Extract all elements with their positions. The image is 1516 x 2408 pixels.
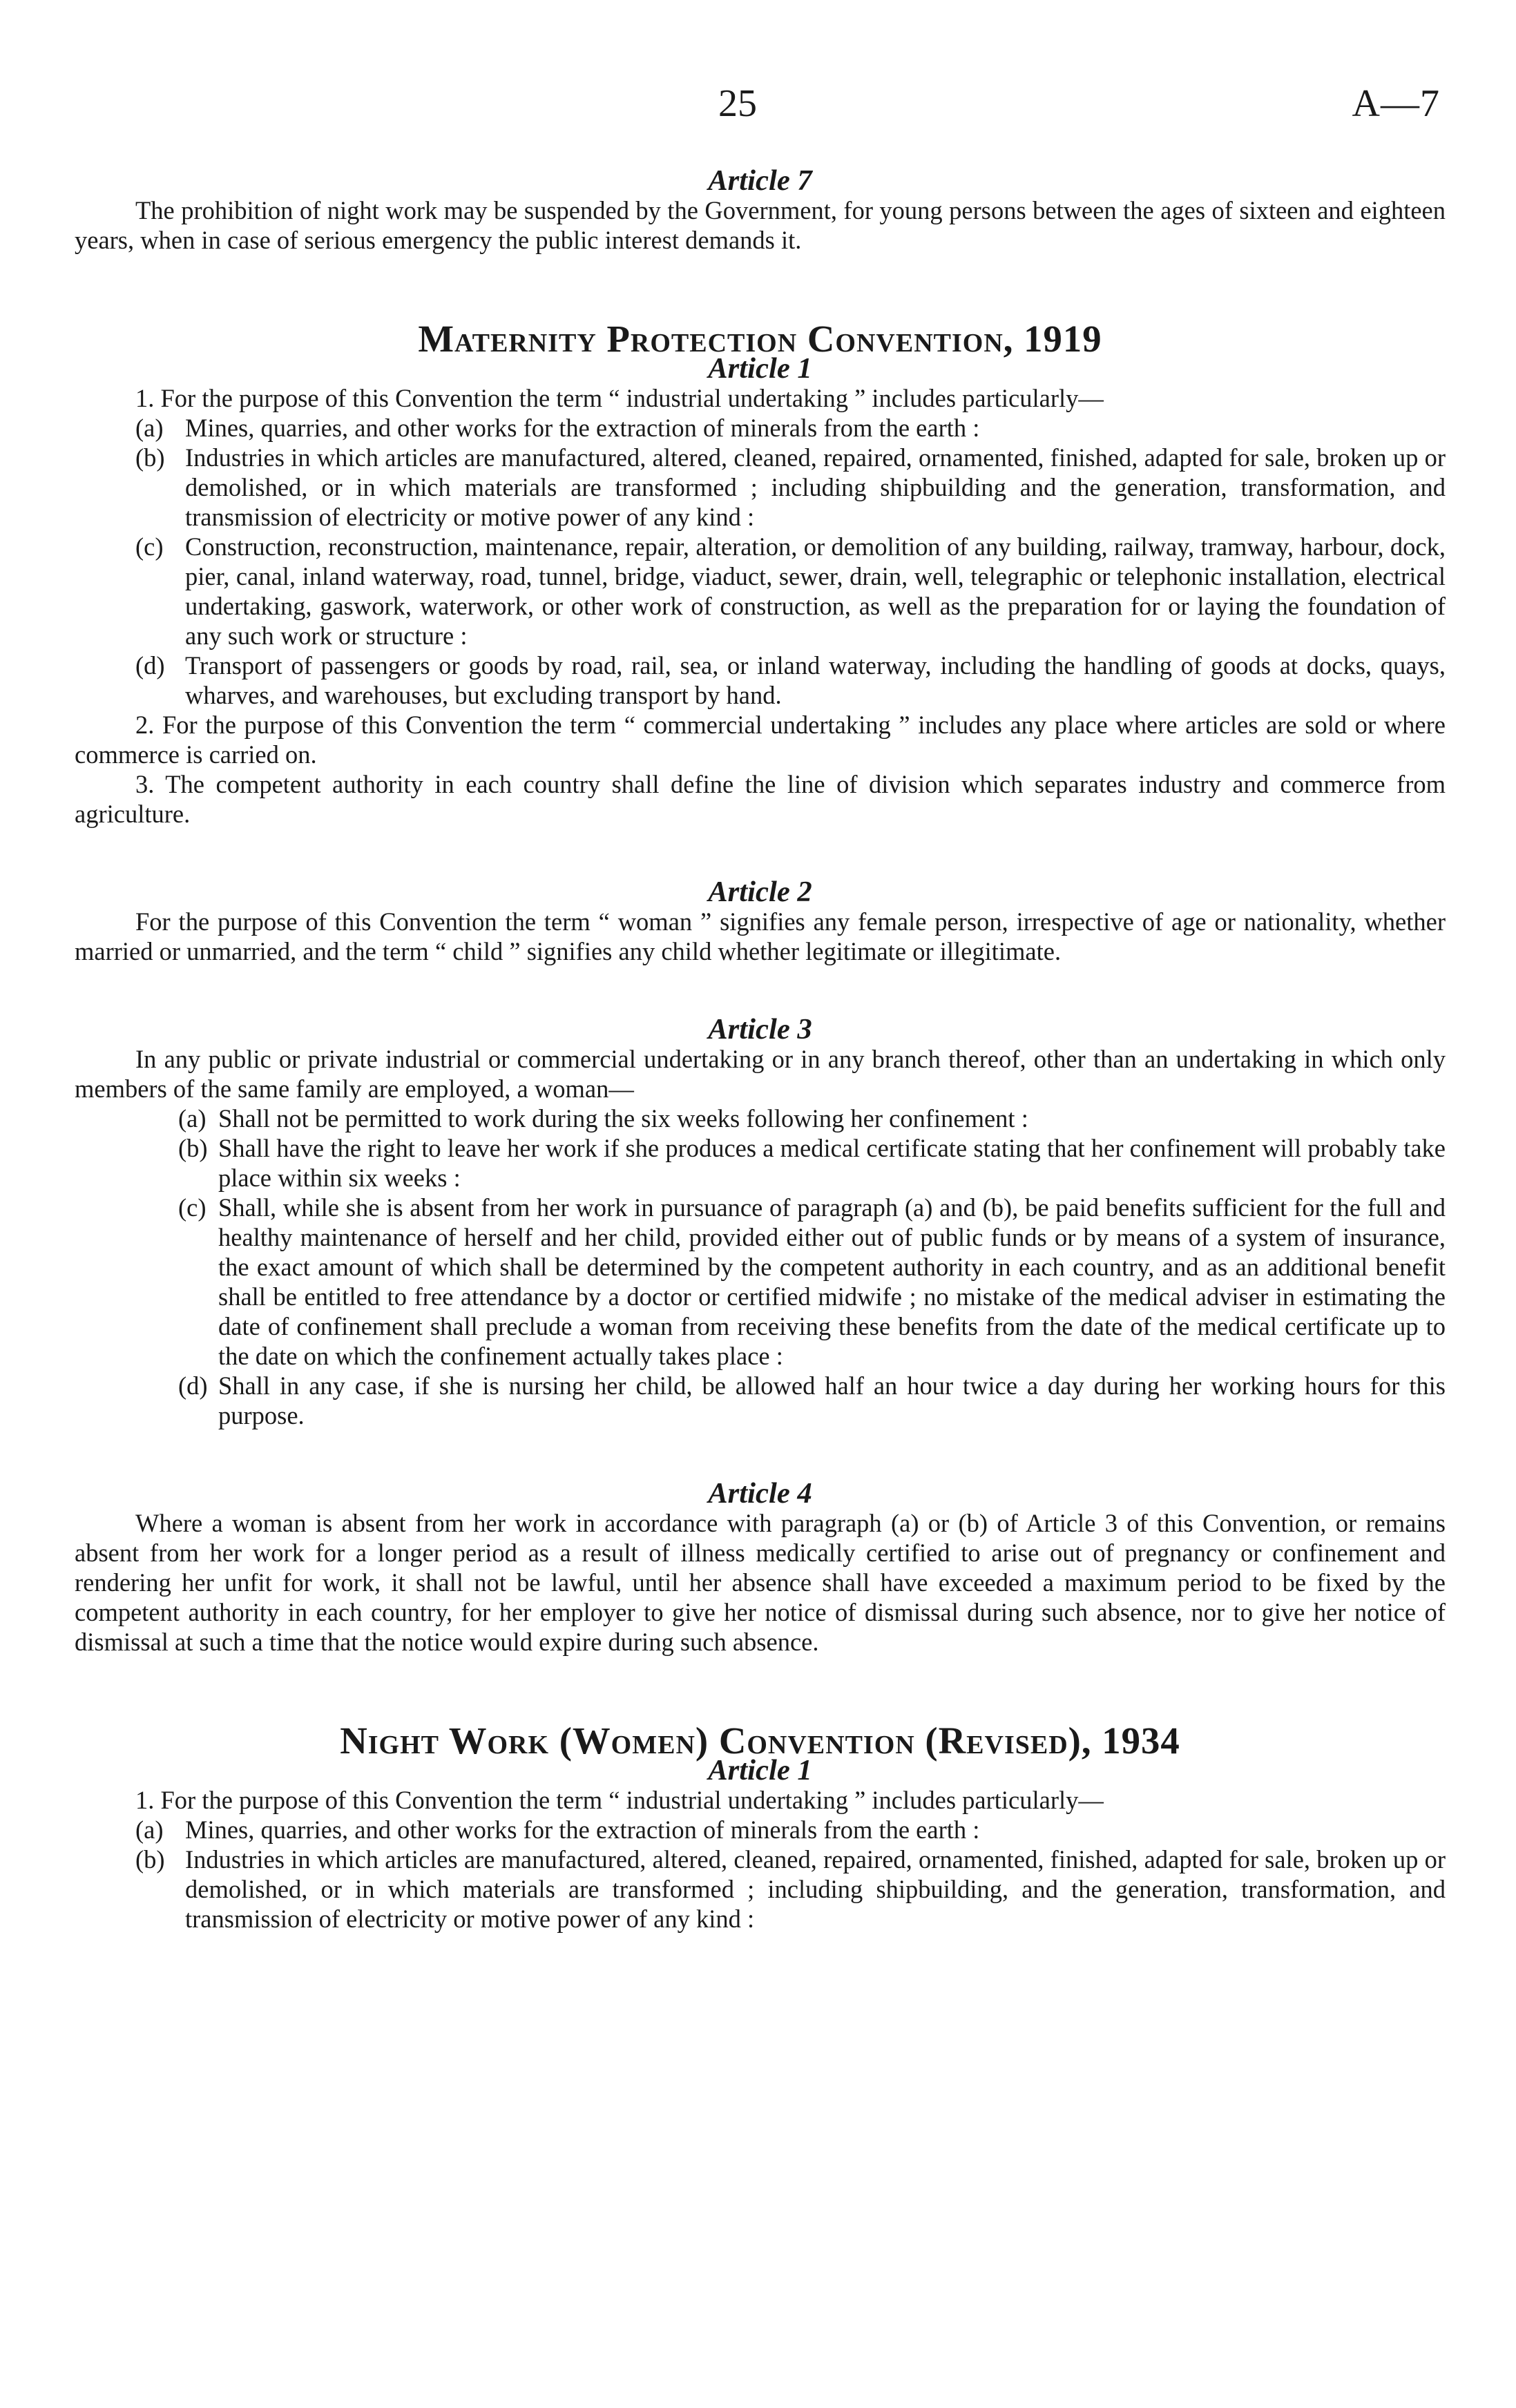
list-item: (b) Industries in which articles are manufactured, altered, cleaned, repaired, ornamented, finished, adapted for sale, broken up or demolished, or in which materials are transformed ; including shipbuilding, and the generation, transformation, and transmission of electricity or motive power of any kind : (135, 1845, 1446, 1933)
page-number: 25 (718, 82, 757, 125)
paragraph: 3. The competent authority in each country shall define the line of division which separates industry and commerce from agriculture. (75, 770, 1446, 828)
list-item: (a) Mines, quarries, and other works for the extraction of minerals from the earth : (135, 1815, 980, 1844)
article-heading: Article 1 (708, 1754, 812, 1786)
article-heading: Article 1 (708, 352, 812, 385)
convention-title: Maternity Protection Convention, 1919 (418, 318, 1102, 360)
paragraph: For the purpose of this Convention the term “ woman ” signifies any female person, irrespective of age or nationality, whether married or unmarried, and the term “ child ” signifies any child whether legitimate or illegitimate. (75, 907, 1446, 965)
list-item: (c) Construction, reconstruction, maintenance, repair, alteration, or demolition of any building, railway, tramway, harbour, dock, pier, canal, inland waterway, road, tunnel, bridge, viaduct, sewer, drain, well, telegraphic or telephonic installation, electrical undertaking, gaswork, waterwork, or other work of construction, as well as the preparation for or laying the foundation of any such work or structure : (135, 532, 1446, 650)
paragraph: Where a woman is absent from her work in accordance with paragraph (a) or (b) of Article 3 of this Convention, or remains absent from her work for a longer period as a result of illness medically certified to arise out of pregnancy or confinement and rendering her unfit for work, it shall not be lawful, until her absence shall have exceeded a maximum period to be fixed by the competent authority in each country, for her employer to give her notice of dismissal during such absence, nor to give her notice of dismissal at such a time that the notice would expire during such absence. (75, 1509, 1446, 1656)
list-item: (d) Transport of passengers or goods by road, rail, sea, or inland waterway, including the handling of goods at docks, quays, wharves, and warehouses, but excluding transport by hand. (135, 651, 1446, 709)
paragraph: 1. For the purpose of this Convention the term “ industrial undertaking ” includes particularly— (135, 384, 1104, 412)
list-item: (b) Shall have the right to leave her work if she produces a medical certificate stating that her confinement will probably take place within six weeks : (178, 1134, 1446, 1192)
list-item: (c) Shall, while she is absent from her work in pursuance of paragraph (a) and (b), be paid benefits sufficient for the full and healthy maintenance of herself and her child, provided either out of public funds or by means of a system of insurance, the exact amount of which shall be determined by the competent authority in each country, and as an additional benefit shall be entitled to free attendance by a doctor or certified midwife ; no mistake of the medical adviser in estimating the date of confinement shall preclude a woman from receiving these benefits from the date of the medical certificate up to the date on which the confinement actually takes place : (178, 1193, 1446, 1370)
page-header (0, 81, 1516, 137)
list-item: (b) Industries in which articles are manufactured, altered, cleaned, repaired, ornamented, finished, adapted for sale, broken up or demolished, or in which materials are transformed ; including shipbuilding and the generation, transformation, and transmission of electricity or motive power of any kind : (135, 443, 1446, 531)
list-item: (a) Shall not be permitted to work during the six weeks following her confinement : (178, 1104, 1028, 1133)
article-heading: Article 7 (708, 164, 812, 197)
article-heading: Article 2 (708, 876, 812, 908)
list-item: (a) Mines, quarries, and other works for the extraction of minerals from the earth : (135, 414, 980, 442)
paragraph: 1. For the purpose of this Convention the term “ industrial undertaking ” includes particularly— (135, 1786, 1104, 1814)
article-heading: Article 3 (708, 1013, 812, 1046)
series-label: A—7 (1352, 82, 1440, 125)
article-7-text: The prohibition of night work may be suspended by the Government, for young persons between the ages of sixteen and eighteen years, when in case of serious emergency the public interest demands it. (75, 196, 1446, 254)
page-content (75, 166, 1446, 1934)
list-item: (d) Shall in any case, if she is nursing her child, be allowed half an hour twice a day during her working hours for this purpose. (178, 1371, 1446, 1429)
paragraph: In any public or private industrial or commercial undertaking or in any branch thereof, other than an undertaking in which only members of the same family are employed, a woman— (75, 1045, 1446, 1103)
convention-title: Night Work (Women) Convention (Revised), 1934 (340, 1720, 1180, 1762)
paragraph: 2. For the purpose of this Convention the term “ commercial undertaking ” includes any place where articles are sold or where commerce is carried on. (75, 711, 1446, 769)
article-heading: Article 4 (708, 1477, 812, 1510)
